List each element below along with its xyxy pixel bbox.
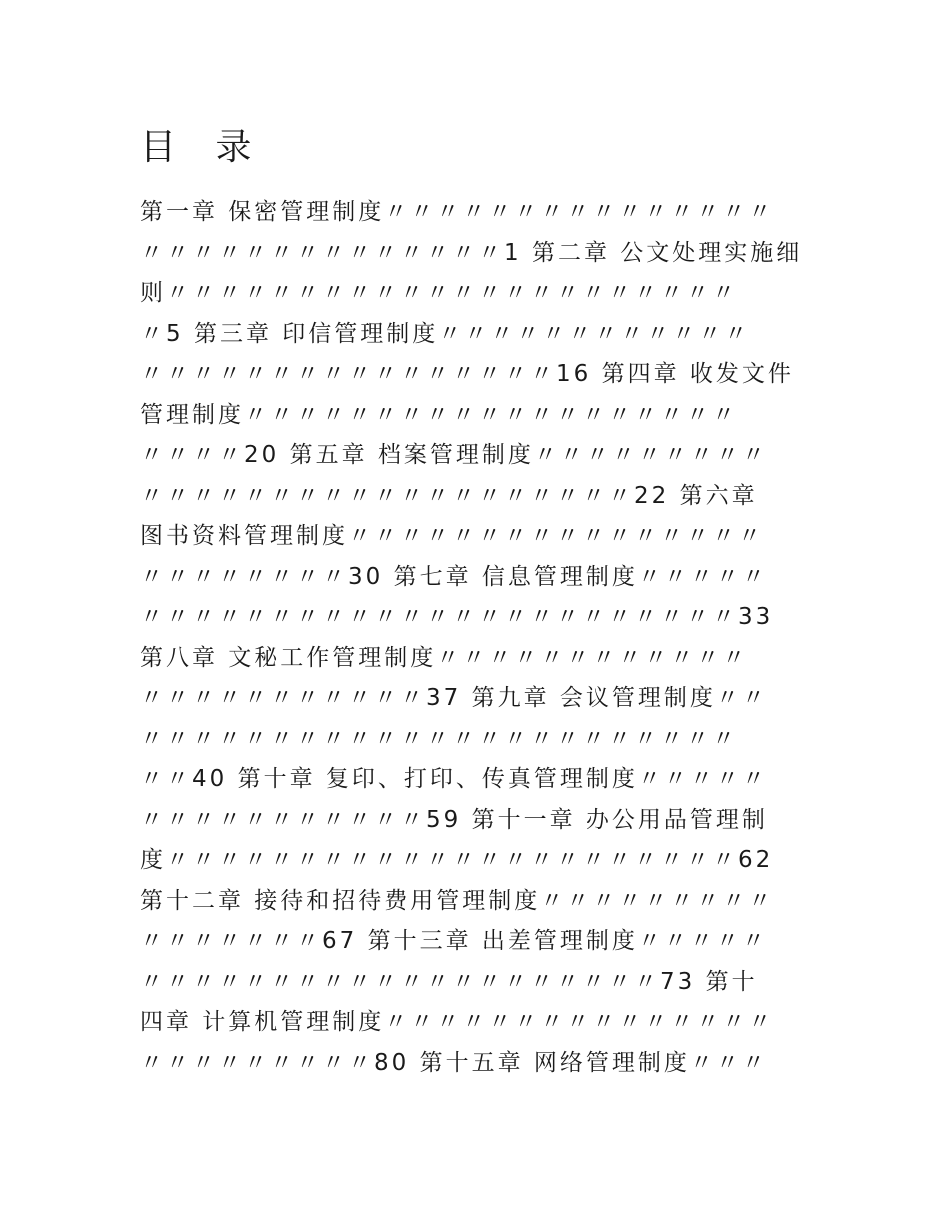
toc-line: 度〃〃〃〃〃〃〃〃〃〃〃〃〃〃〃〃〃〃〃〃〃〃62: [140, 847, 774, 873]
toc-line: 〃〃〃〃〃〃〃〃〃〃〃59 第十一章 办公用品管理制: [140, 806, 768, 833]
toc-line: 〃〃40 第十章 复印、打印、传真管理制度〃〃〃〃〃: [140, 766, 768, 792]
toc-line: 〃〃〃〃〃〃〃〃〃80 第十五章 网络管理制度〃〃〃: [140, 1049, 768, 1076]
toc-line: 〃〃〃〃〃〃〃〃〃〃〃〃〃〃〃〃〃〃〃〃〃〃〃33: [140, 604, 774, 630]
toc-line: 四章 计算机管理制度〃〃〃〃〃〃〃〃〃〃〃〃〃〃〃: [140, 1009, 775, 1035]
toc-line: 第一章 保密管理制度〃〃〃〃〃〃〃〃〃〃〃〃〃〃〃: [140, 199, 775, 225]
toc-line: 第八章 文秘工作管理制度〃〃〃〃〃〃〃〃〃〃〃〃: [140, 644, 749, 671]
toc-line: 〃5 第三章 印信管理制度〃〃〃〃〃〃〃〃〃〃〃〃: [140, 320, 751, 347]
toc-line: 〃〃〃〃〃〃〃〃〃〃〃37 第九章 会议管理制度〃〃: [140, 685, 768, 711]
toc-body: [140, 192, 820, 1083]
toc-line: 〃〃〃〃〃〃〃〃〃〃〃〃〃〃〃〃16 第四章 收发文件: [140, 361, 794, 387]
toc-line: 〃〃〃〃〃〃〃〃〃〃〃〃〃〃〃〃〃〃〃〃〃〃〃: [140, 725, 738, 752]
toc-line: 管理制度〃〃〃〃〃〃〃〃〃〃〃〃〃〃〃〃〃〃〃: [140, 401, 738, 428]
toc-line: 〃〃〃〃〃〃〃67 第十三章 出差管理制度〃〃〃〃〃: [140, 928, 768, 954]
toc-line: 〃〃〃〃〃〃〃〃30 第七章 信息管理制度〃〃〃〃〃: [140, 563, 768, 590]
toc-line: 〃〃〃〃〃〃〃〃〃〃〃〃〃〃〃〃〃〃〃〃73 第十: [140, 968, 758, 995]
toc-line: 〃〃〃〃20 第五章 档案管理制度〃〃〃〃〃〃〃〃〃: [140, 442, 768, 468]
toc-line: 则〃〃〃〃〃〃〃〃〃〃〃〃〃〃〃〃〃〃〃〃〃〃: [140, 280, 738, 306]
toc-line: 图书资料管理制度〃〃〃〃〃〃〃〃〃〃〃〃〃〃〃〃: [140, 523, 764, 549]
toc-line: 〃〃〃〃〃〃〃〃〃〃〃〃〃〃〃〃〃〃〃22 第六章: [140, 482, 758, 509]
toc-line: 〃〃〃〃〃〃〃〃〃〃〃〃〃〃1 第二章 公文处理实施细: [140, 239, 803, 266]
toc-line: 第十二章 接待和招待费用管理制度〃〃〃〃〃〃〃〃〃: [140, 887, 775, 914]
toc-title: 目 录: [140, 127, 266, 168]
